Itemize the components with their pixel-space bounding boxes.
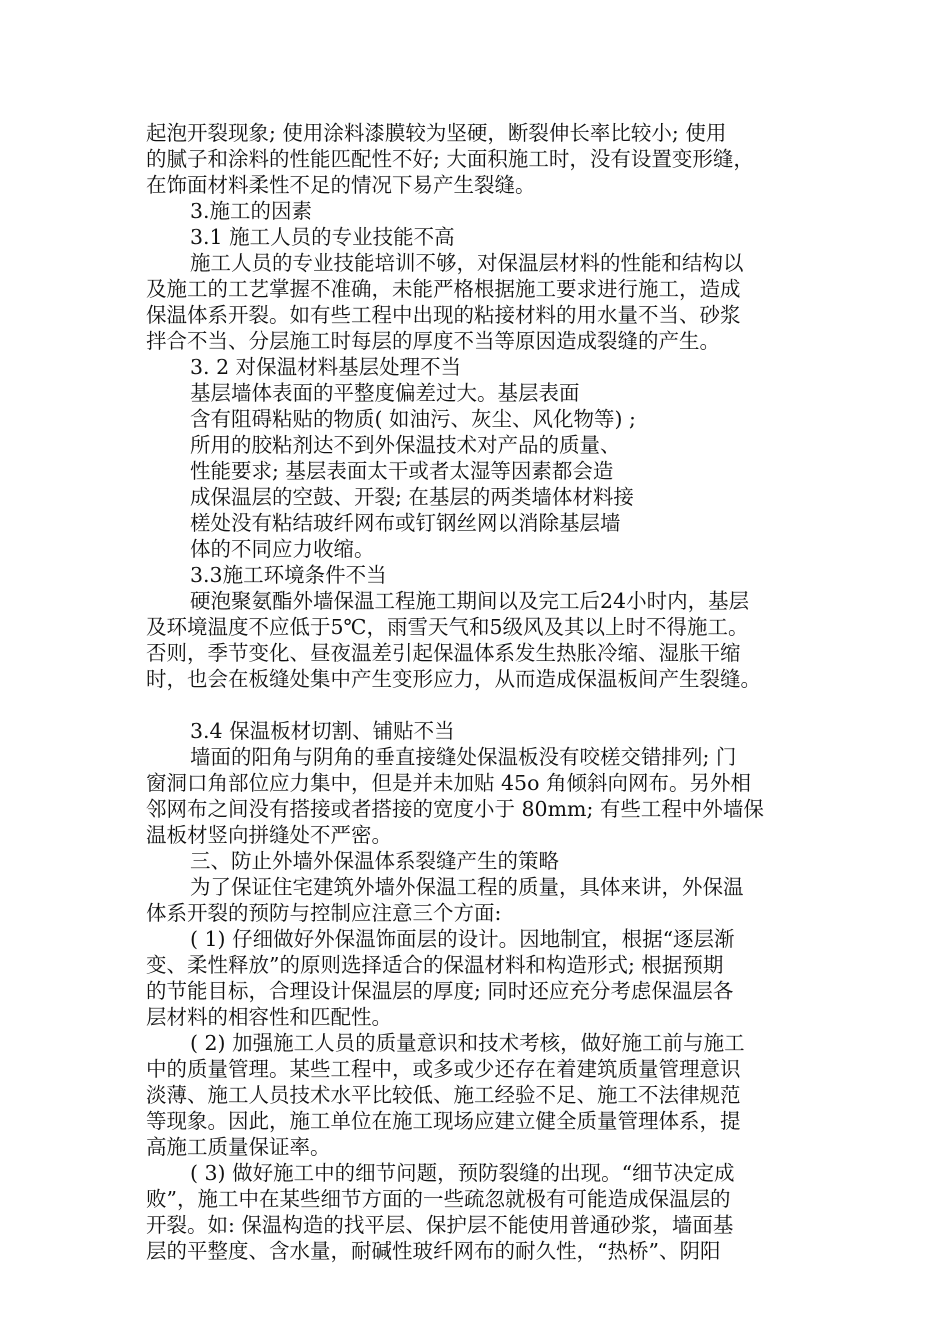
- text-line: 及施工的工艺掌握不准确，未能严格根据施工要求进行施工，造成: [146, 277, 741, 301]
- text-line: 硬泡聚氨酯外墙保温工程施工期间以及完工后24小时内，基层: [190, 589, 750, 613]
- text-line: 邻网布之间没有搭接或者搭接的宽度小于 80mm; 有些工程中外墙保: [146, 797, 764, 821]
- list-item: ( 1) 仔细做好外保温饰面层的设计。因地制宜，根据“逐层渐: [190, 927, 735, 951]
- text-line: 含有阻碍粘贴的物质( 如油污、灰尘、风化物等) ;: [190, 407, 636, 431]
- text-line: 墙面的阳角与阴角的垂直接缝处保温板没有咬槎交错排列; 门: [190, 745, 737, 769]
- text-line: 等现象。因此，施工单位在施工现场应建立健全质量管理体系，提: [146, 1109, 741, 1133]
- text-line: 施工人员的专业技能培训不够，对保温层材料的性能和结构以: [190, 251, 744, 275]
- text-line: 槎处没有粘结玻纤网布或钉钢丝网以消除基层墙: [190, 511, 621, 535]
- text-line: 的腻子和涂料的性能匹配性不好; 大面积施工时，没有设置变形缝，: [146, 147, 754, 171]
- text-line: 保温体系开裂。如有些工程中出现的粘接材料的用水量不当、砂浆: [146, 303, 741, 327]
- text-line: 性能要求; 基层表面太干或者太湿等因素都会造: [190, 459, 614, 483]
- text-line: 败”，施工中在某些细节方面的一些疏忽就极有可能造成保温层的: [146, 1187, 731, 1211]
- text-line: 成保温层的空鼓、开裂; 在基层的两类墙体材料接: [190, 485, 634, 509]
- subsection-heading: 3.3施工环境条件不当: [190, 563, 387, 587]
- text-line: 起泡开裂现象; 使用涂料漆膜较为坚硬，断裂伸长率比较小; 使用: [146, 121, 727, 145]
- text-line: 体系开裂的预防与控制应注意三个方面:: [146, 901, 502, 925]
- text-line: 基层墙体表面的平整度偏差过大。基层表面: [190, 381, 580, 405]
- subsection-heading: 3.1 施工人员的专业技能不高: [190, 225, 455, 249]
- text-line: 拌合不当、分层施工时每层的厚度不当等原因造成裂缝的产生。: [146, 329, 720, 353]
- text-line: 高施工质量保证率。: [146, 1135, 331, 1159]
- text-line: 淡薄、施工人员技术水平比较低、施工经验不足、施工不法律规范: [146, 1083, 741, 1107]
- text-line: 开裂。如: 保温构造的找平层、保护层不能使用普通砂浆，墙面基: [146, 1213, 734, 1237]
- text-line: 窗洞口角部位应力集中，但是并未加贴 45o 角倾斜向网布。另外相: [146, 771, 751, 795]
- text-line: 层材料的相容性和匹配性。: [146, 1005, 392, 1029]
- text-line: 的节能目标，合理设计保温层的厚度; 同时还应充分考虑保温层各: [146, 979, 734, 1003]
- text-line: 所用的胶粘剂达不到外保温技术对产品的质量、: [190, 433, 621, 457]
- text-line: 体的不同应力收缩。: [190, 537, 375, 561]
- text-line: 否则，季节变化、昼夜温差引起保温体系发生热胀冷缩、湿胀干缩: [146, 641, 741, 665]
- text-line: 及环境温度不应低于5℃，雨雪天气和5级风及其以上时不得施工。: [146, 615, 749, 639]
- subsection-heading: 3. 2 对保温材料基层处理不当: [190, 355, 462, 379]
- section-heading: 三、防止外墙外保温体系裂缝产生的策略: [190, 849, 559, 873]
- list-item: ( 2) 加强施工人员的质量意识和技术考核，做好施工前与施工: [190, 1031, 745, 1055]
- text-line: 变、柔性释放”的原则选择适合的保温材料和构造形式; 根据预期: [146, 953, 724, 977]
- text-line: 中的质量管理。某些工程中，或多或少还存在着建筑质量管理意识: [146, 1057, 741, 1081]
- text-line: 为了保证住宅建筑外墙外保温工程的质量，具体来讲，外保温: [190, 875, 744, 899]
- section-heading: 3.施工的因素: [190, 199, 313, 223]
- text-line: 层的平整度、含水量，耐碱性玻纤网布的耐久性，“热桥”、阴阳: [146, 1239, 721, 1263]
- text-line: 时，也会在板缝处集中产生变形应力，从而造成保温板间产生裂缝。: [146, 667, 761, 691]
- subsection-heading: 3.4 保温板材切割、铺贴不当: [190, 719, 455, 743]
- list-item: ( 3) 做好施工中的细节问题，预防裂缝的出现。“细节决定成: [190, 1161, 735, 1185]
- text-line: 温板材竖向拼缝处不严密。: [146, 823, 392, 847]
- text-line: 在饰面材料柔性不足的情况下易产生裂缝。: [146, 173, 536, 197]
